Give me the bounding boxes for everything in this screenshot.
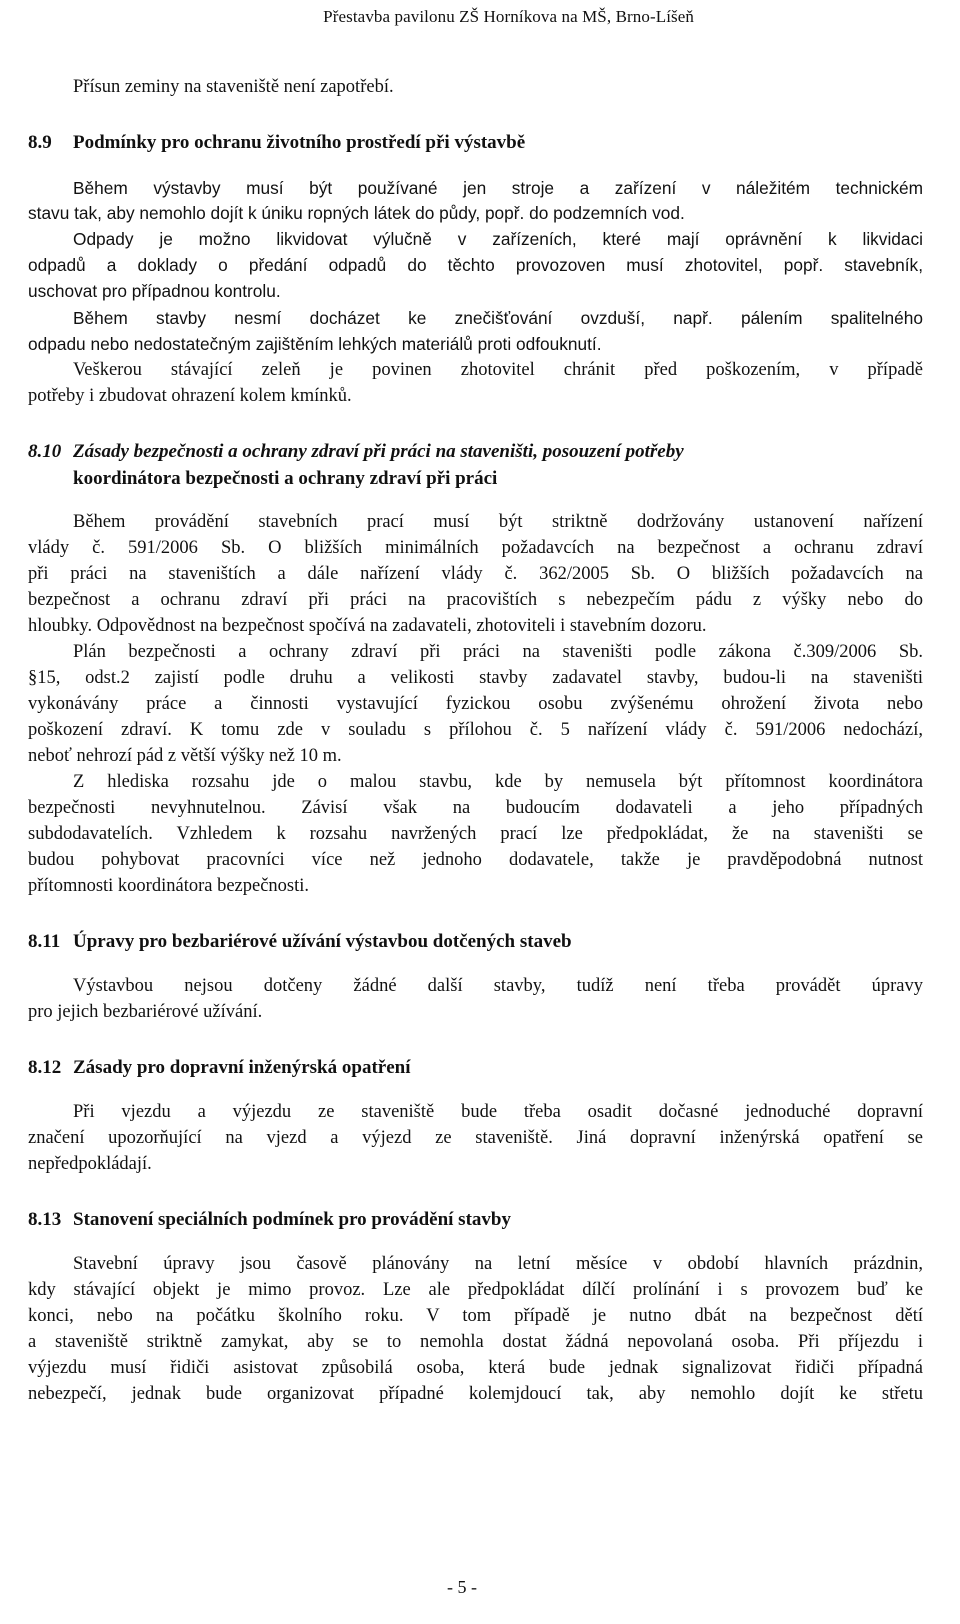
intro-text: Přísun zeminy na staveniště není zapotřebí. [73,77,394,97]
paragraph-line: bezpečnosti nevyhnutelnou. Závisí však na budoucím dodavateli a jeho případných [28,798,923,818]
paragraph-line: nebezpečí, jednak bude organizovat případné kolemjdoucí tak, aby nemohlo dojít ke střetu [28,1384,923,1404]
paragraph-line: kdy stávající objekt je mimo provoz. Lze ale předpokládat dílčí prolínání i s provozem buď ke [28,1280,923,1300]
paragraph-line: nepředpokládají. [28,1154,152,1174]
page-number: - 5 - [447,1577,477,1597]
paragraph-line: Stavební úpravy jsou časově plánovány na letní měsíce v období hlavních prázdnin, [73,1254,923,1274]
paragraph-line: hloubky. Odpovědnost na bezpečnost spočívá na zadavateli, zhotoviteli i stavebním dozoru. [28,616,707,636]
paragraph-line: vykonávány práce a činnosti vystavující fyzickou osobu zvýšenému ohrožení života nebo [28,694,923,714]
section-title: Úpravy pro bezbariérové užívání výstavbou dotčených staveb [73,931,572,952]
section-title: Stanovení speciálních podmínek pro provádění stavby [73,1209,511,1230]
paragraph-line: stavu tak, aby nemohlo dojít k úniku ropných látek do půdy, popř. do podzemních vod. [28,203,685,223]
paragraph-line: výjezdu musí řidiči asistovat způsobilá osoba, která bude jednak signalizovat řidiči případná [28,1358,923,1378]
section-number: 8.11 [28,931,61,952]
section-title: Zásady bezpečnosti a ochrany zdraví při práci na staveništi, posouzení potřeby [73,441,684,462]
paragraph-line: Během provádění stavebních prací musí být striktně dodržovány ustanovení nařízení [73,512,923,532]
paragraph-line: Během výstavby musí být používané jen stroje a zařízení v náležitém technickém [73,178,923,198]
paragraph-line: odpadů a doklady o předání odpadů do těchto provozoven musí zhotovitel, popř. stavebník, [28,255,923,275]
paragraph-line: subdodavatelích. Vzhledem k rozsahu navržených prací lze předpokládat, že na staveništi se [28,824,923,844]
section-title: Zásady pro dopravní inženýrská opatření [73,1057,411,1078]
paragraph-line: uschovat pro případnou kontrolu. [28,281,281,301]
paragraph-line: odpadu nebo nedostatečným zajištěním lehkých materiálů proti odfouknutí. [28,334,602,354]
paragraph-line: přítomnosti koordinátora bezpečnosti. [28,876,310,896]
paragraph-line: poškození zdraví. K tomu zde v souladu s přílohou č. 5 nařízení vlády č. 591/2006 nedochází, [28,720,923,740]
section-title-continued: koordinátora bezpečnosti a ochrany zdraví při práci [73,468,498,489]
paragraph-line: Odpady je možno likvidovat výlučně v zařízeních, které mají oprávnění k likvidaci [73,229,923,249]
paragraph-line: budou pohybovat pracovníci více než jednoho dodavatele, takže je pravděpodobná nutnost [28,850,923,870]
section-number: 8.9 [28,132,52,153]
paragraph-line: Plán bezpečnosti a ochrany zdraví při práci na staveništi podle zákona č.309/2006 Sb. [73,642,923,662]
paragraph-line: Z hlediska rozsahu jde o malou stavbu, kde by nemusela být přítomnost koordinátora [73,772,923,792]
paragraph-line: neboť nehrozí pád z větší výšky než 10 m. [28,746,342,766]
section-number: 8.13 [28,1209,62,1230]
paragraph-line: Při vjezdu a výjezdu ze staveniště bude třeba osadit dočasné jednoduché dopravní [73,1102,923,1122]
paragraph-line: Veškerou stávající zeleň je povinen zhotovitel chránit před poškozením, v případě [73,360,923,380]
paragraph-line: potřeby i zbudovat ohrazení kolem kmínků. [28,386,352,406]
paragraph-line: §15, odst.2 zajistí podle druhu a velikosti stavby zadavatel stavby, budou-li na staveništi [28,668,923,688]
paragraph-line: vlády č. 591/2006 Sb. O bližších minimálních požadavcích na bezpečnost a ochranu zdraví [28,538,923,558]
paragraph-line: a staveniště striktně zamykat, aby se to nemohla dostat žádná nepovolaná osoba. Při příjezdu i [28,1332,923,1352]
section-number: 8.12 [28,1057,62,1078]
paragraph-line: při práci na staveništích a dále nařízení vlády č. 362/2005 Sb. O bližších požadavcích na [28,564,923,584]
section-number: 8.10 [28,441,62,462]
paragraph-line: Výstavbou nejsou dotčeny žádné další stavby, tudíž není třeba provádět úpravy [73,976,923,996]
paragraph-line: pro jejich bezbariérové užívání. [28,1002,263,1022]
section-title: Podmínky pro ochranu životního prostředí při výstavbě [73,132,526,153]
paragraph-line: bezpečnost a ochranu zdraví při práci na pracovištích s nebezpečím pádu z výšky nebo do [28,590,923,610]
paragraph-line: konci, nebo na počátku školního roku. V tom případě je nutno dbát na bezpečnost dětí [28,1306,923,1326]
running-header: Přestavba pavilonu ZŠ Horníkova na MŠ, Brno-Líšeň [323,7,694,26]
paragraph-line: značení upozorňující na vjezd a výjezd ze staveniště. Jiná dopravní inženýrská opatření se [28,1128,923,1148]
paragraph-line: Během stavby nesmí docházet ke znečišťování ovzduší, např. pálením spalitelného [73,308,923,328]
